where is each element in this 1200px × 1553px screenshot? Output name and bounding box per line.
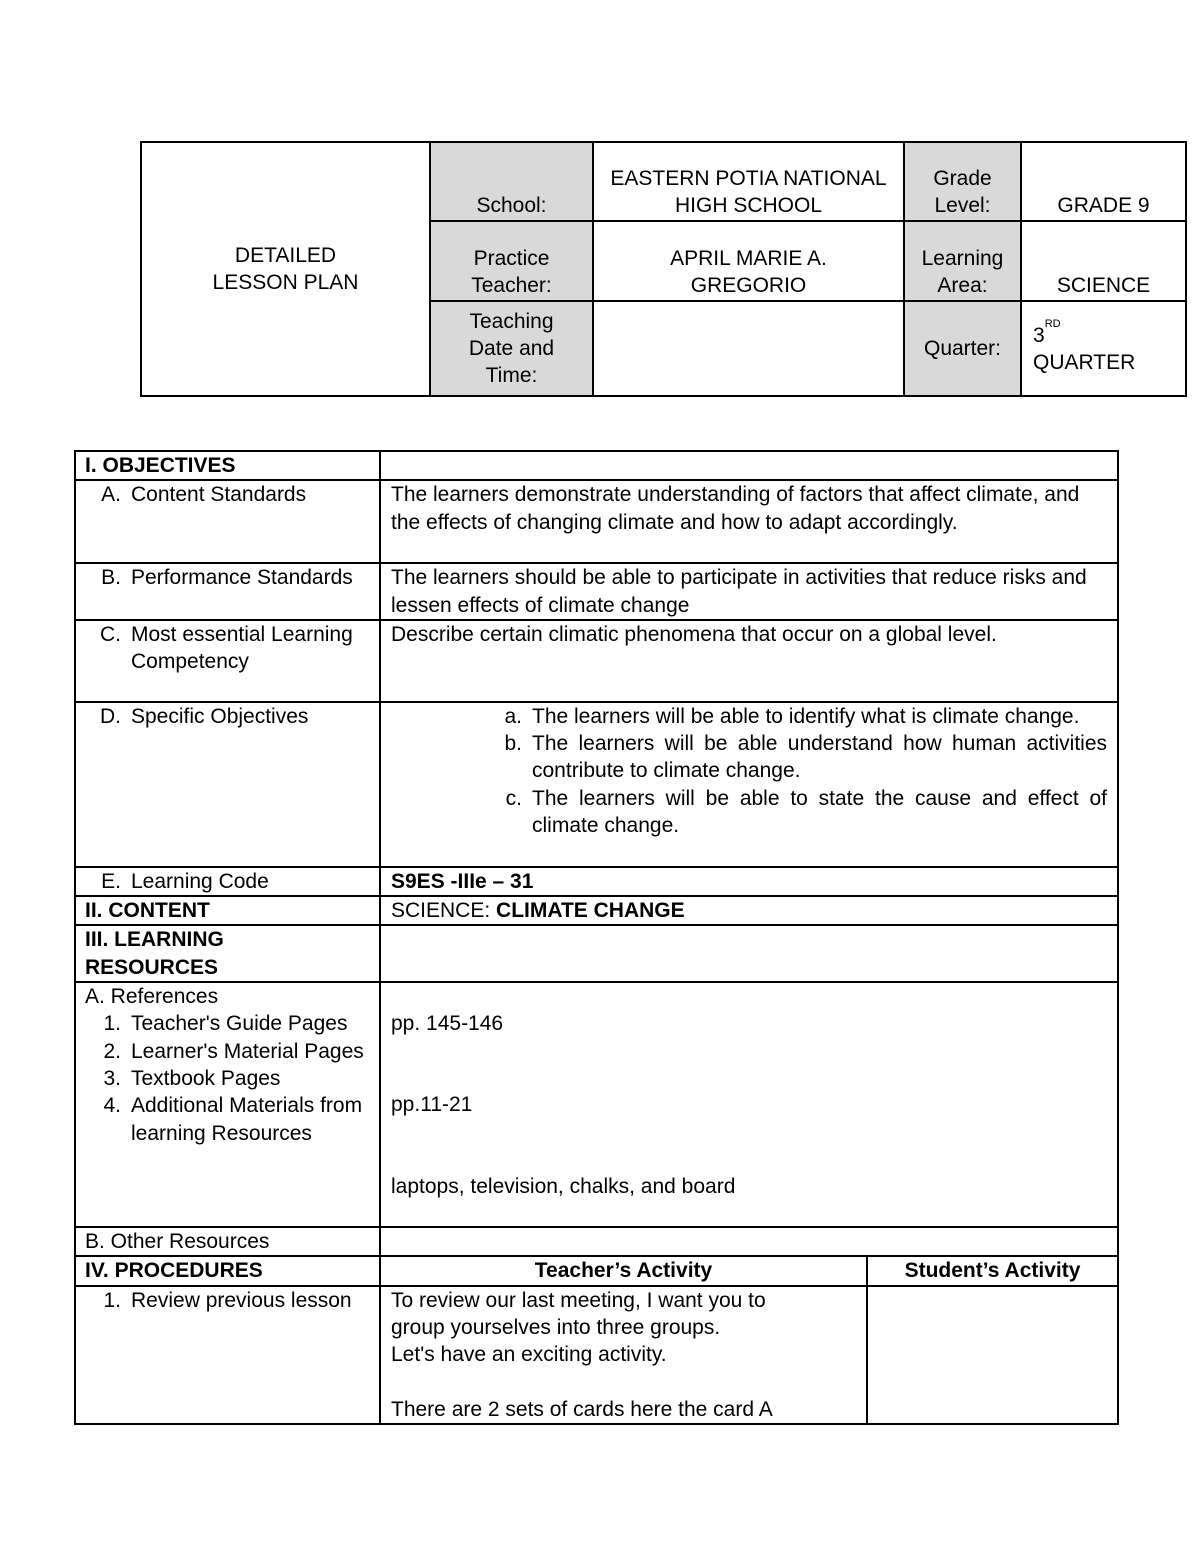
practice-teacher-label: Practice Teacher: (430, 221, 593, 301)
quarter-label: Quarter: (904, 301, 1021, 396)
content-heading: II. CONTENT (75, 896, 380, 925)
list-item: b. The learners will be able understand how human activities contribute to climate change. (504, 732, 1107, 783)
performance-standards-label: B. Performance Standards (75, 563, 380, 620)
other-resources-value (380, 1227, 1118, 1256)
objectives-heading: I. OBJECTIVES (75, 451, 380, 480)
teaching-date-label: Teaching Date and Time: (430, 301, 593, 396)
review-teacher-activity: To review our last meeting, I want you to group yourselves into three groups. Let's have an exciting activity. There are 2 sets of cards here the card A (380, 1286, 867, 1424)
procedures-heading: IV. PROCEDURES (75, 1256, 380, 1285)
performance-standards-value: The learners should be able to participate in activities that reduce risks and lessen effects of climate change (380, 563, 1118, 620)
learning-resources-heading-value (380, 925, 1118, 982)
specific-objectives-list (380, 702, 1118, 867)
list-item: 4. Additional Materials from learning Resources (103, 1094, 363, 1145)
melc-value: Describe certain climatic phenomena that occur on a global level. (380, 620, 1118, 702)
content-standards-value: The learners demonstrate understanding of factors that affect climate, and the effects of changing climate and how to adapt accordingly. (380, 480, 1118, 563)
grade-level-value: GRADE 9 (1021, 142, 1186, 221)
lesson-plan-body-table (74, 450, 1119, 1425)
learning-code-label: E. Learning Code (75, 867, 380, 896)
teaching-date-value (593, 301, 904, 396)
learning-area-value: SCIENCE (1021, 221, 1186, 301)
list-item: c. The learners will be able to state the cause and effect of climate change. (505, 786, 1107, 838)
content-standards-label: A. Content Standards (75, 480, 380, 563)
school-value: EASTERN POTIA NATIONAL HIGH SCHOOL (593, 142, 904, 221)
content-value: SCIENCE: CLIMATE CHANGE (380, 896, 1118, 925)
document-title: DETAILED LESSON PLAN (141, 142, 430, 396)
learning-code-value: S9ES -IIIe – 31 (380, 867, 1118, 896)
review-student-activity (867, 1286, 1118, 1424)
learning-resources-heading: III. LEARNING RESOURCES (75, 925, 380, 982)
review-lesson-label: 1. Review previous lesson (75, 1286, 380, 1424)
melc-label: C. Most essential Learning Competency (75, 620, 380, 702)
specific-objectives-label: D. Specific Objectives (75, 702, 380, 867)
list-item: 2. Learner's Material Pages (103, 1039, 364, 1063)
school-label: School: (430, 142, 593, 221)
list-item: a. The learners will be able to identify what is climate change. (504, 704, 1080, 728)
other-resources-label: B. Other Resources (75, 1227, 380, 1256)
quarter-value: 3RD QUARTER (1021, 301, 1186, 396)
references-values: pp. 145-146 pp.11-21 laptops, television, chalks, and board (380, 982, 1118, 1227)
practice-teacher-value: APRIL MARIE A. GREGORIO (593, 221, 904, 301)
lesson-plan-header-table (140, 141, 1187, 397)
student-activity-header: Student’s Activity (867, 1256, 1118, 1285)
learning-area-label: Learning Area: (904, 221, 1021, 301)
grade-level-label: Grade Level: (904, 142, 1021, 221)
teacher-activity-header: Teacher’s Activity (380, 1256, 867, 1285)
list-item: 3. Textbook Pages (103, 1066, 281, 1090)
references-list: A. References 1. Teacher's Guide Pages 2. Learner's Material Pages 3. Textbook Pages 4. Additional Materials from learning Resources (75, 982, 380, 1227)
list-item: 1. Teacher's Guide Pages (103, 1012, 348, 1036)
objectives-heading-value (380, 451, 1118, 480)
